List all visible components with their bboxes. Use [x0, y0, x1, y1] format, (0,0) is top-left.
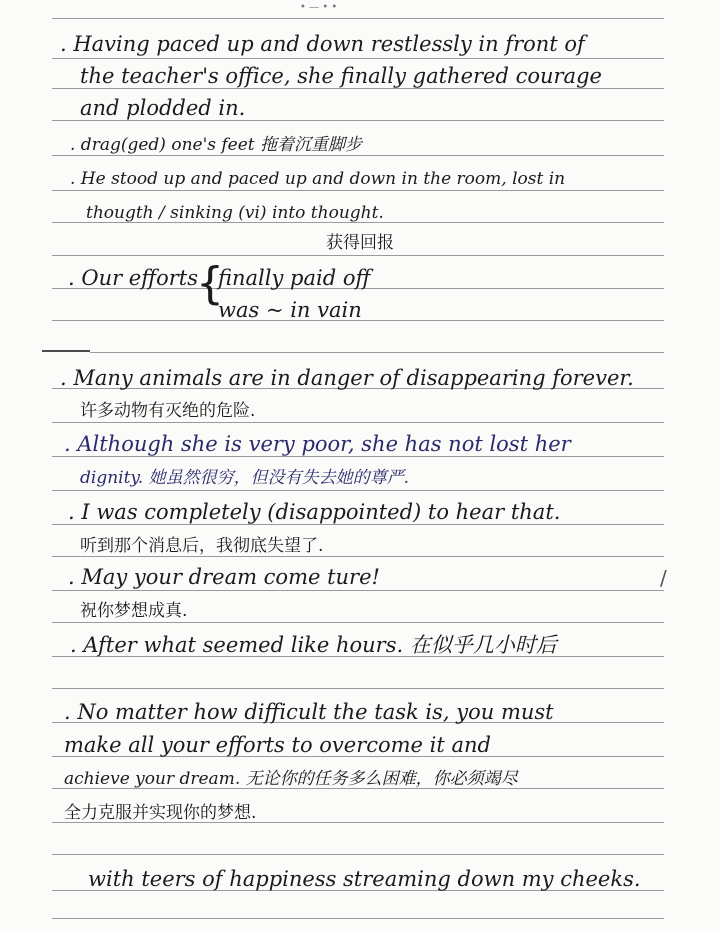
- note-line: . Many animals are in danger of disappearing forever.: [60, 366, 634, 390]
- ruled-line: [90, 352, 664, 353]
- note-line: . Although she is very poor, she has not lost her: [64, 432, 571, 456]
- margin-mark: /: [660, 566, 667, 590]
- note-line: make all your efforts to overcome it and: [64, 733, 491, 757]
- note-line: achieve your dream. 无论你的任务多么困难，你必须竭尽: [64, 769, 518, 789]
- note-line: . Having paced up and down restlessly in front of: [60, 32, 585, 56]
- note-line: 听到那个消息后，我彻底失望了.: [80, 536, 324, 556]
- brace-icon: {: [196, 258, 224, 309]
- note-line: . drag(ged) one's feet 拖着沉重脚步: [70, 135, 363, 155]
- note-line: . May your dream come ture!: [68, 565, 380, 589]
- note-line: the teacher's office, she finally gathered courage: [80, 64, 602, 88]
- note-line: . I was completely (disappointed) to hear that.: [68, 500, 561, 524]
- top-mark: • — • •: [300, 2, 338, 13]
- ruled-line: [52, 688, 664, 689]
- note-line: . No matter how difficult the task is, you must: [64, 700, 554, 724]
- note-line: was ~ in vain: [218, 298, 362, 322]
- note-line: 全力克服并实现你的梦想.: [64, 803, 257, 823]
- note-line: . After what seemed like hours. 在似乎几小时后: [70, 633, 557, 657]
- ruled-line: [52, 918, 664, 919]
- ruled-line: [52, 590, 664, 591]
- note-line: 获得回报: [326, 233, 394, 253]
- note-line: and plodded in.: [80, 96, 246, 120]
- note-line: 许多动物有灭绝的危险.: [80, 401, 256, 421]
- ruled-line: [52, 58, 664, 59]
- note-line: . He stood up and paced up and down in the room, lost in: [70, 169, 566, 189]
- ruled-line: [52, 854, 664, 855]
- note-line: 祝你梦想成真.: [80, 601, 188, 621]
- note-line: with teers of happiness streaming down my cheeks.: [88, 867, 641, 891]
- note-line: finally paid off: [218, 266, 371, 290]
- note-line: dignity. 她虽然很穷，但没有失去她的尊严.: [80, 468, 409, 488]
- ruled-line: [52, 18, 664, 19]
- note-line: thougth / sinking (vi) into thought.: [86, 203, 384, 223]
- note-line: . Our efforts: [68, 266, 199, 290]
- section-divider: [42, 350, 90, 352]
